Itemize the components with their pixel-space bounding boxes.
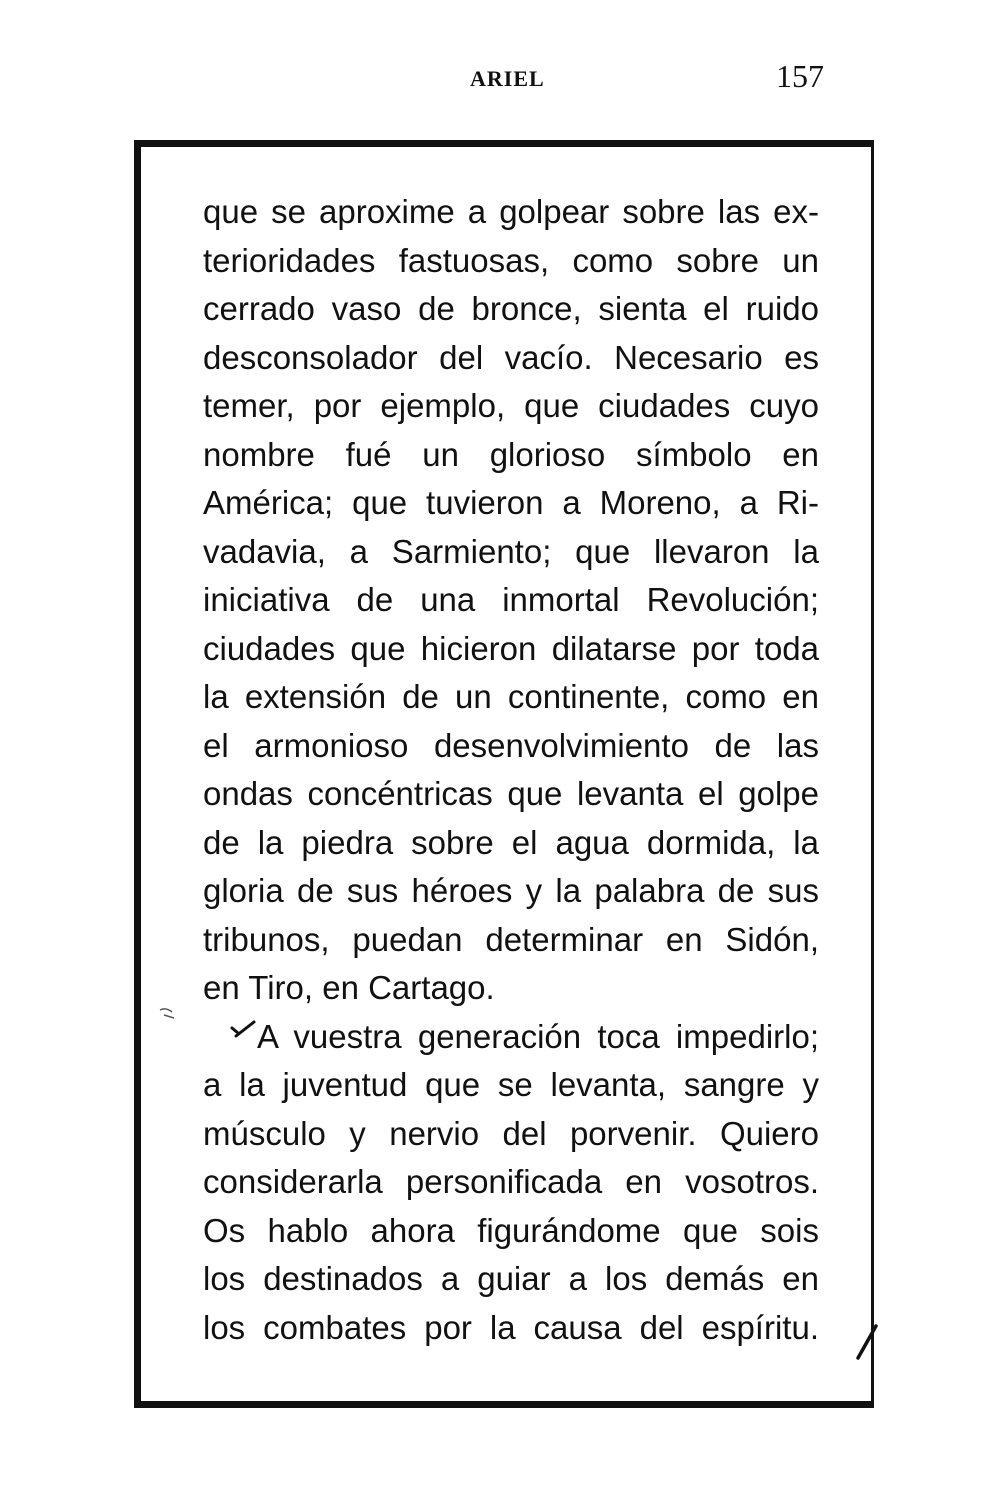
text-line: gloria de sus héroes y la palabra de sus [203, 872, 819, 909]
text-line: nombre fué un glorioso símbolo en [203, 435, 819, 473]
text-line: terioridades fastuosas, como sobre un [203, 241, 819, 279]
text-line: los destinados a guiar a los demás en [203, 1260, 819, 1297]
text-line: músculo y nervio del porvenir. Quiero [203, 1114, 819, 1152]
text-line: la extensión de un continente, como en [203, 678, 819, 715]
text-line: América; que tuvieron a Moreno, a Ri- [203, 484, 819, 521]
text-line: a la juventud que se levanta, sangre y [203, 1066, 819, 1103]
text-line: tribunos, puedan determinar en Sidón, [203, 920, 819, 958]
text-line: considerarla personificada en vosotros. [203, 1163, 819, 1200]
text-line: de la piedra sobre el agua dormida, la [203, 823, 819, 861]
text-line: temer, por ejemplo, que ciudades cuyo [203, 387, 819, 424]
text-line: que se aproxime a golpear sobre las ex- [203, 193, 819, 230]
text-line-paragraph-start: A vuestra generación toca impedirlo; [257, 1017, 819, 1055]
page-number: 157 [776, 58, 824, 94]
text-line: iniciativa de una inmortal Revolución; [203, 581, 819, 618]
text-line: cerrado vaso de bronce, sienta el ruido [203, 290, 819, 327]
body-text [203, 188, 819, 1352]
running-title: ARIEL [470, 66, 545, 91]
text-line: desconsolador del vacío. Necesario es [203, 338, 819, 376]
end-pencil-mark-icon [854, 1320, 880, 1360]
stray-pencil-mark-icon [158, 1006, 178, 1020]
text-line-paragraph-end: en Tiro, en Cartago. [203, 969, 495, 1006]
text-line: el armonioso desenvolvimiento de las [203, 726, 819, 764]
text-line: Os hablo ahora figurándome que sois [203, 1211, 819, 1249]
text-line: los combates por la causa del espíritu. [203, 1308, 819, 1346]
text-line: ciudades que hicieron dilatarse por toda [203, 629, 819, 667]
text-line: vadavia, a Sarmiento; que llevaron la [203, 532, 819, 570]
text-line: ondas concéntricas que levanta el golpe [203, 775, 819, 812]
